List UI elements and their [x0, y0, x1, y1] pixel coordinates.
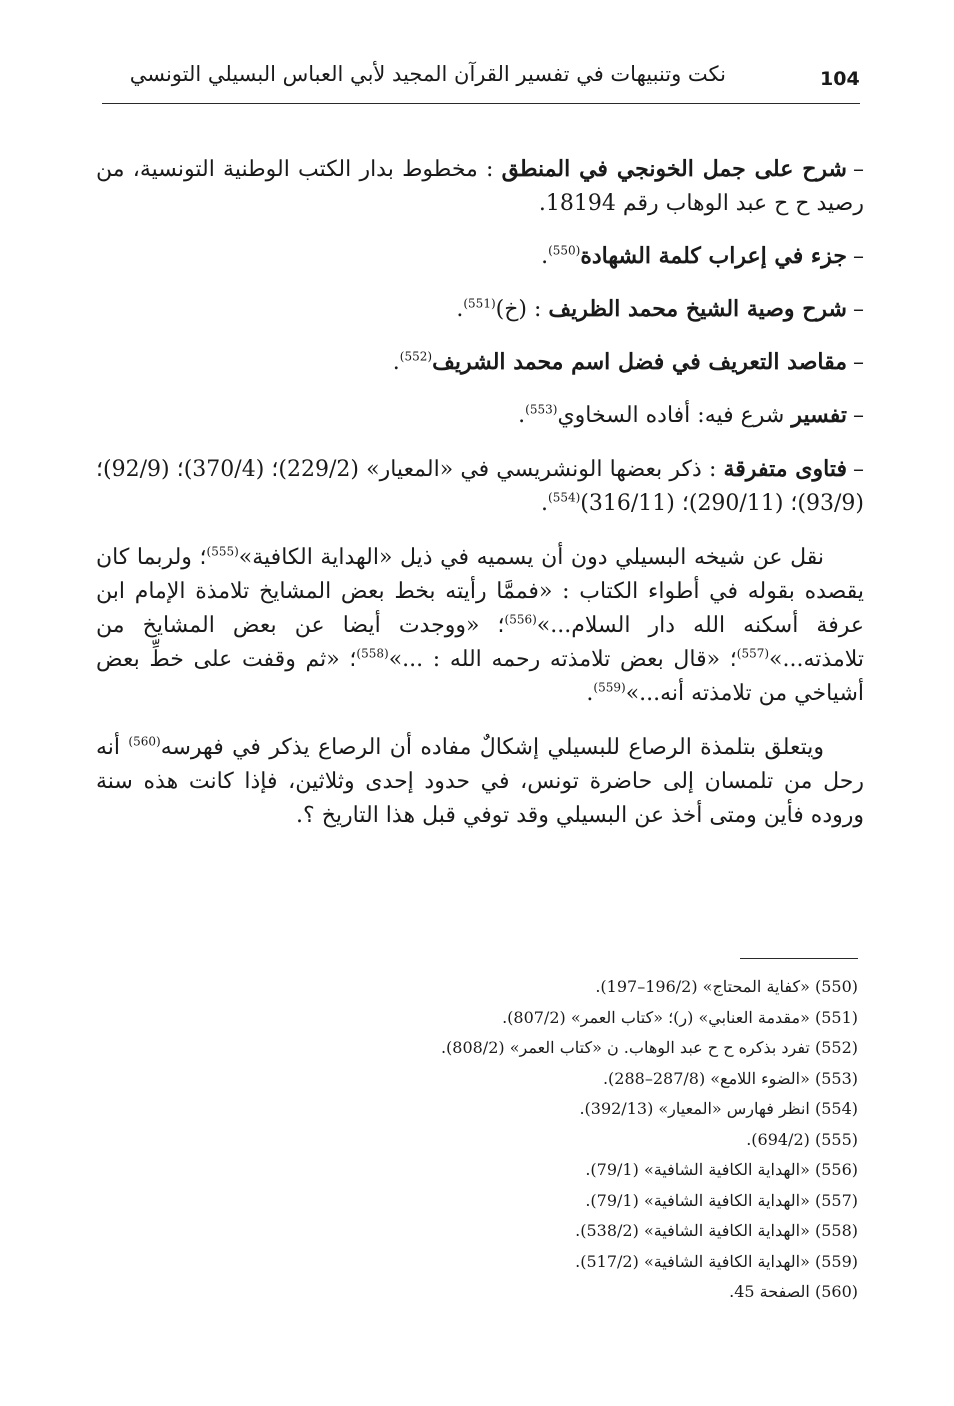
- entry-tail: .: [392, 350, 400, 376]
- list-item: [96, 152, 864, 221]
- list-item: [96, 452, 864, 521]
- header-divider: [102, 103, 860, 104]
- footnote-ref[interactable]: (560): [128, 734, 161, 749]
- footnote: (553) «الضوء اللامع» (287/8–288).: [602, 1068, 858, 1088]
- entry-tail: .: [518, 403, 526, 429]
- footnote-ref[interactable]: (555): [206, 544, 239, 559]
- dash: –: [853, 244, 864, 270]
- footnote: (556) «الهداية الكافية الشافية» (79/1).: [585, 1160, 858, 1179]
- page-header: [90, 56, 866, 96]
- entry-text: شرع فيه: أفاده السخاوي: [557, 403, 792, 429]
- dash: –: [853, 297, 864, 323]
- paragraph-text: .: [586, 681, 594, 707]
- entry-title: جزء في إعراب كلمة الشهادة: [580, 243, 847, 270]
- dash: –: [853, 403, 864, 429]
- paragraph: [96, 731, 864, 833]
- list-item: [96, 239, 864, 274]
- dash: –: [853, 350, 864, 376]
- footnote-divider: [740, 958, 858, 959]
- entry-text: : ذكر بعضها الونشريسي في «المعيار» (229/2)؛ (370/4)؛ (92/9)؛ (93/9)؛ (290/11)؛ (316/11): [96, 456, 864, 516]
- footnote: (559) «الهداية الكافية الشافية» (517/2).: [575, 1251, 858, 1271]
- entry-title: شرح وصية الشيخ محمد الظريف: [548, 296, 847, 323]
- footnote: (557) «الهداية الكافية الشافية» (79/1).: [585, 1190, 858, 1210]
- footnote-ref[interactable]: (559): [593, 680, 626, 695]
- footnote-ref[interactable]: (558): [356, 646, 389, 661]
- list-item: [96, 398, 864, 433]
- page-number: 104: [820, 68, 860, 90]
- entry-text: : (خ): [495, 297, 549, 323]
- footnote-ref[interactable]: (550): [548, 243, 581, 258]
- running-title: نكت وتنبيهات في تفسير القرآن المجيد لأبي العباس البسيلي التونسي: [129, 62, 726, 86]
- footnote: (551) «مقدمة العنابي» (ر)؛ «كتاب العمر» (807/2).: [502, 1007, 858, 1027]
- footnote: (554) انظر فهارس «المعيار» (392/13).: [579, 1099, 858, 1118]
- entry-tail: .: [456, 297, 464, 323]
- paragraph: [96, 541, 864, 711]
- footnote: (555) (694/2).: [746, 1129, 858, 1149]
- entry-title: تفسير: [791, 402, 847, 429]
- paragraph-text: ؛ «ثم وقفت على خطِّ بعض أشياخي من تلامذته أنه...»: [96, 647, 864, 707]
- list-item: [96, 292, 864, 327]
- list-item: [96, 345, 864, 380]
- dash: –: [853, 157, 864, 182]
- main-text: [96, 152, 864, 834]
- footnote-ref[interactable]: (552): [399, 350, 433, 365]
- entry-text: : مخطوط بدار الكتب الوطنية التونسية، من رصيد ح ح عبد الوهاب رقم 18194.: [96, 157, 864, 217]
- paragraph-text: ؛ ولربما كان يقصده بقوله في أطواء الكتاب : «فممَّا رأيته بخط بعض المشايخ تلامذة الإمام ابن عرفة أسكنه الله دار السلام...»: [96, 544, 864, 638]
- entry-tail: .: [541, 490, 548, 516]
- footnote-ref[interactable]: (553): [525, 403, 558, 418]
- paragraph-text: ؛ «قال بعض تلامذته رحمه الله : ...»: [388, 647, 737, 673]
- paragraph-text: ويتعلق بتلمذة الرصاع للبسيلي إشكالٌ مفاده أن الرصاع يذكر في فهرسه: [160, 735, 824, 761]
- footnote-ref[interactable]: (554): [548, 490, 581, 505]
- entry-title: فتاوى متفرقة: [723, 455, 848, 482]
- footnote: (552) تفرد بذكره ح ح عبد الوهاب. ن «كتاب العمر» (808/2).: [440, 1038, 858, 1057]
- dash: –: [853, 456, 865, 482]
- footnote: (558) «الهداية الكافية الشافية» (538/2).: [575, 1221, 858, 1240]
- entry-tail: .: [541, 244, 549, 270]
- footnote: (560) الصفحة 45.: [729, 1282, 858, 1301]
- footnote-ref[interactable]: (551): [463, 296, 496, 311]
- paragraph-text: أنه رحل من تلمسان إلى حاضرة تونس، في حدود إحدى وثلاثين، فإذا كانت هذه سنة وروده فأين ومتى أخذ عن البسيلي وقد توفي قبل هذا التاريخ ؟.: [96, 735, 864, 829]
- footnote-ref[interactable]: (557): [736, 646, 770, 661]
- footnote: (550) «كفاية المحتاج» (196/2–197).: [595, 977, 858, 996]
- paragraph-text: ؛ «ووجدت أيضا عن بعض المشايخ من تلامذته...»: [96, 612, 864, 673]
- footnote-ref[interactable]: (556): [504, 612, 537, 627]
- entry-title: شرح على جمل الخونجي في المنطق: [501, 156, 847, 182]
- paragraph-text: نقل عن شيخه البسيلي دون أن يسميه في ذيل «الهداية الكافية»: [238, 544, 824, 570]
- entry-title: مقاصد التعريف في فضل اسم محمد الشريف: [432, 349, 847, 376]
- footnotes: [98, 972, 858, 1308]
